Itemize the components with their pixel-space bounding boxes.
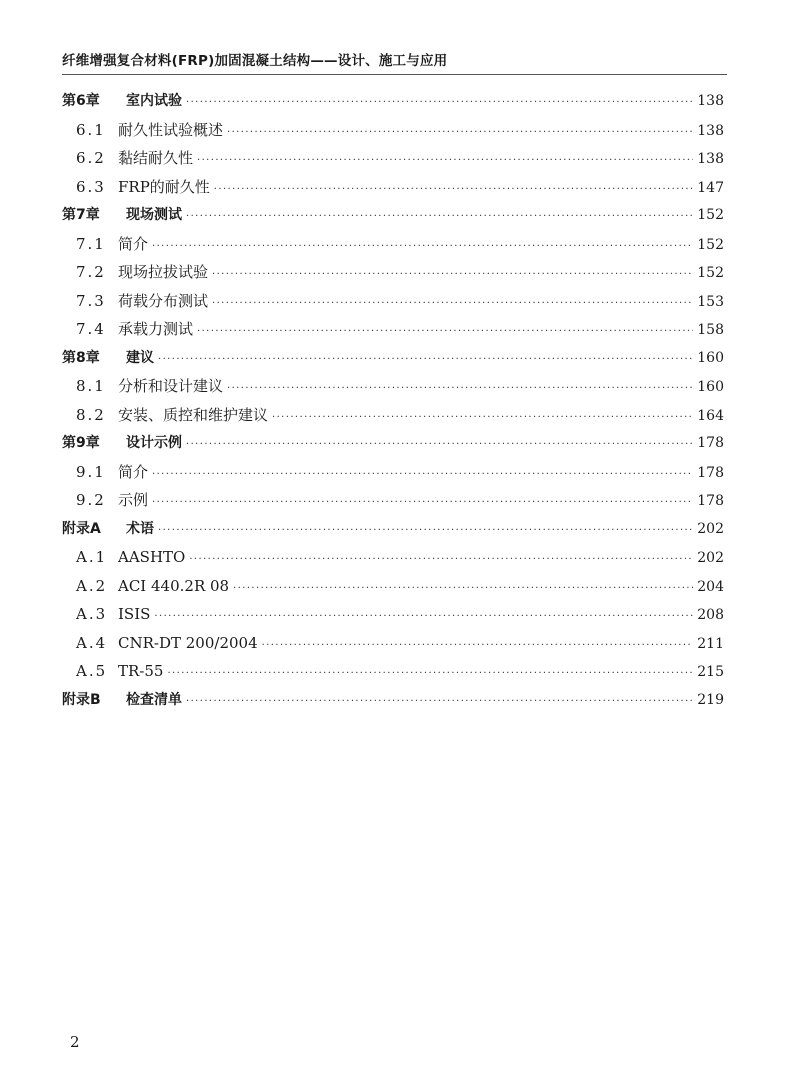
toc-entry-title: 耐久性试验概述 bbox=[118, 120, 224, 139]
toc-section-entry[interactable] bbox=[62, 258, 724, 287]
toc-entry-title: CNR-DT 200/2004 bbox=[118, 633, 258, 652]
toc-entry-page: 202 bbox=[697, 520, 724, 537]
toc-entry-number: A.4 bbox=[76, 633, 108, 652]
toc-section-entry[interactable] bbox=[62, 144, 724, 173]
toc-section-entry[interactable] bbox=[62, 657, 724, 686]
table-of-contents bbox=[62, 87, 724, 714]
toc-entry-title: 分析和设计建议 bbox=[118, 377, 224, 395]
dot-leader bbox=[227, 119, 693, 148]
dot-leader bbox=[152, 489, 693, 518]
toc-entry-page: 178 bbox=[697, 435, 724, 451]
toc-entry-title: AASHTO bbox=[118, 548, 186, 566]
toc-entry-title: 简介 bbox=[118, 462, 149, 481]
toc-section-entry[interactable] bbox=[62, 173, 724, 202]
toc-entry-number: 附录B bbox=[62, 691, 101, 708]
toc-entry-title: 承载力测试 bbox=[118, 320, 194, 338]
dot-leader bbox=[197, 147, 693, 176]
toc-section-entry[interactable] bbox=[62, 287, 724, 316]
toc-entry-title: 黏结耐久性 bbox=[118, 149, 194, 167]
toc-section-entry[interactable] bbox=[62, 116, 724, 145]
toc-entry-page: 160 bbox=[697, 379, 724, 395]
toc-entry-title: 设计示例 bbox=[126, 435, 182, 451]
dot-leader bbox=[152, 461, 693, 490]
toc-chapter-entry[interactable] bbox=[62, 344, 724, 373]
dot-leader bbox=[272, 404, 693, 433]
toc-entry-page: 215 bbox=[697, 664, 724, 680]
toc-entry-page: 219 bbox=[697, 691, 724, 708]
toc-entry-number: 6.1 bbox=[76, 120, 106, 139]
toc-entry-title: 荷载分布测试 bbox=[118, 291, 209, 310]
toc-entry-number: 7.4 bbox=[76, 320, 106, 338]
toc-entry-page: 152 bbox=[697, 265, 724, 281]
toc-entry-number: 6.3 bbox=[76, 177, 106, 196]
toc-entry-page: 202 bbox=[697, 550, 724, 566]
toc-entry-title: 安装、质控和维护建议 bbox=[118, 405, 269, 424]
page-number: 2 bbox=[70, 1033, 80, 1051]
toc-entry-title: 示例 bbox=[118, 491, 149, 509]
toc-entry-number: 第7章 bbox=[62, 207, 100, 223]
toc-entry-title: TR-55 bbox=[118, 662, 164, 680]
dot-leader bbox=[233, 575, 693, 604]
toc-section-entry[interactable] bbox=[62, 401, 724, 430]
toc-entry-page: 138 bbox=[697, 93, 724, 109]
dot-leader bbox=[197, 318, 693, 347]
toc-entry-page: 178 bbox=[697, 464, 724, 481]
toc-entry-number: 第8章 bbox=[62, 349, 100, 366]
toc-entry-number: 第9章 bbox=[62, 435, 100, 451]
dot-leader bbox=[189, 546, 693, 575]
dot-leader bbox=[214, 176, 693, 205]
dot-leader bbox=[158, 517, 693, 546]
toc-section-entry[interactable] bbox=[62, 230, 724, 259]
toc-entry-page: 208 bbox=[697, 607, 724, 623]
dot-leader bbox=[186, 688, 693, 717]
running-header: 纤维增强复合材料(FRP)加固混凝土结构——设计、施工与应用 bbox=[62, 53, 448, 69]
toc-entry-page: 153 bbox=[697, 293, 724, 310]
toc-entry-title: 建议 bbox=[126, 349, 154, 366]
dot-leader bbox=[152, 233, 693, 262]
dot-leader bbox=[154, 603, 693, 632]
toc-entry-number: 7.2 bbox=[76, 263, 106, 281]
toc-entry-number: 8.2 bbox=[76, 405, 106, 424]
toc-entry-title: 检查清单 bbox=[126, 691, 182, 708]
toc-chapter-entry[interactable] bbox=[62, 429, 724, 458]
dot-leader bbox=[186, 203, 693, 232]
toc-section-entry[interactable] bbox=[62, 372, 724, 401]
toc-entry-page: 160 bbox=[697, 349, 724, 366]
toc-entry-title: FRP的耐久性 bbox=[118, 177, 210, 196]
toc-chapter-entry[interactable] bbox=[62, 686, 724, 715]
toc-entry-number: A.2 bbox=[76, 576, 108, 595]
toc-section-entry[interactable] bbox=[62, 458, 724, 487]
toc-entry-number: 6.2 bbox=[76, 149, 106, 167]
toc-entry-title: 现场拉拔试验 bbox=[118, 263, 209, 281]
toc-entry-number: 附录A bbox=[62, 520, 101, 537]
toc-entry-page: 152 bbox=[697, 236, 724, 253]
toc-entry-page: 158 bbox=[697, 322, 724, 338]
toc-entry-number: A.5 bbox=[76, 662, 108, 680]
toc-entry-page: 164 bbox=[697, 407, 724, 424]
header-rule bbox=[62, 74, 727, 75]
dot-leader bbox=[262, 632, 694, 661]
dot-leader bbox=[167, 660, 693, 689]
toc-entry-page: 178 bbox=[697, 493, 724, 509]
toc-chapter-entry[interactable] bbox=[62, 87, 724, 116]
toc-section-entry[interactable] bbox=[62, 572, 724, 601]
toc-entry-number: 7.3 bbox=[76, 291, 106, 310]
toc-entry-page: 138 bbox=[697, 122, 724, 139]
toc-chapter-entry[interactable] bbox=[62, 201, 724, 230]
toc-entry-page: 147 bbox=[697, 179, 724, 196]
dot-leader bbox=[158, 346, 693, 375]
toc-entry-page: 152 bbox=[697, 207, 724, 223]
toc-chapter-entry[interactable] bbox=[62, 515, 724, 544]
dot-leader bbox=[186, 89, 693, 118]
toc-entry-title: 术语 bbox=[126, 520, 154, 537]
toc-entry-title: ACI 440.2R 08 bbox=[118, 576, 230, 595]
toc-section-entry[interactable] bbox=[62, 543, 724, 572]
toc-entry-number: 9.1 bbox=[76, 462, 106, 481]
toc-section-entry[interactable] bbox=[62, 600, 724, 629]
toc-entry-title: ISIS bbox=[118, 605, 151, 623]
dot-leader bbox=[212, 290, 693, 319]
toc-entry-page: 211 bbox=[697, 635, 724, 652]
dot-leader bbox=[186, 431, 693, 460]
toc-entry-number: 8.1 bbox=[76, 377, 106, 395]
toc-entry-number: A.1 bbox=[76, 548, 108, 566]
toc-entry-page: 138 bbox=[697, 151, 724, 167]
toc-section-entry[interactable] bbox=[62, 486, 724, 515]
toc-section-entry[interactable] bbox=[62, 315, 724, 344]
toc-entry-number: 第6章 bbox=[62, 93, 100, 109]
toc-entry-title: 简介 bbox=[118, 234, 149, 253]
dot-leader bbox=[227, 375, 693, 404]
toc-entry-title: 现场测试 bbox=[126, 207, 182, 223]
dot-leader bbox=[212, 261, 693, 290]
toc-entry-page: 204 bbox=[697, 578, 724, 595]
toc-entry-number: 7.1 bbox=[76, 234, 106, 253]
toc-section-entry[interactable] bbox=[62, 629, 724, 658]
toc-entry-number: A.3 bbox=[76, 605, 108, 623]
toc-entry-title: 室内试验 bbox=[126, 93, 182, 109]
toc-entry-number: 9.2 bbox=[76, 491, 106, 509]
